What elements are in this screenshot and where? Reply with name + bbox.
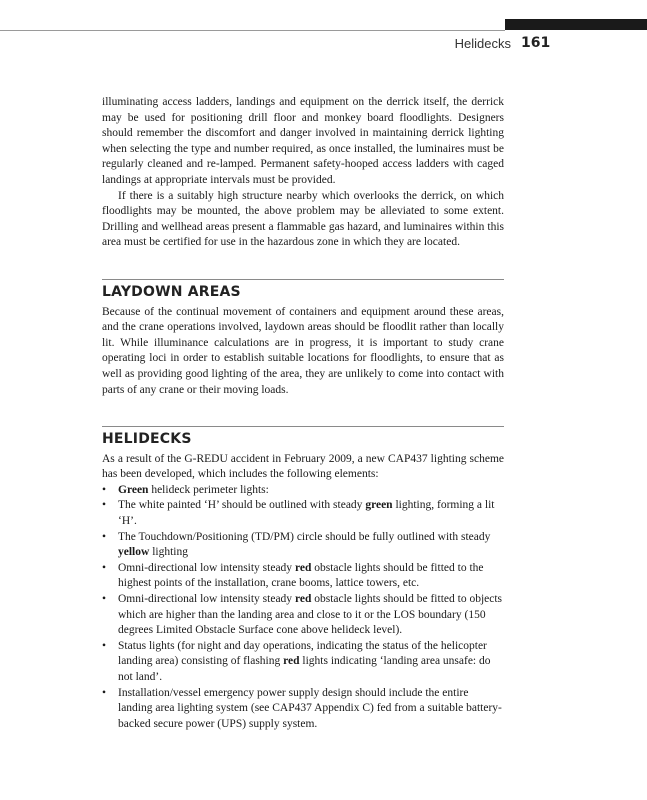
list-item: • Omni-directional low intensity steady red obstacle lights should be fitted to the highest points of the installation, crane booms, lattice towers, etc. xyxy=(102,561,504,592)
bold-term: yellow xyxy=(118,546,150,559)
page-body xyxy=(102,95,504,732)
bold-term: Green xyxy=(118,483,149,496)
bold-term: red xyxy=(283,655,300,668)
intro-paragraph-1: illuminating access ladders, landings and equipment on the derrick itself, the derrick may be used for positioning drill floor and monkey board floodlights. Designers should remember the discomfort and danger involved in maintaining derrick lighting when selecting the type and number required, as once installed, the luminaires must be regularly cleaned and re-lamped. Permanent safety-hooped access ladders with caged landings at appropriate intervals must be provided. xyxy=(102,96,504,186)
list-item: • Installation/vessel emergency power supply design should include the entire landing area lighting system (see CAP437 Appendix C) fed from a suitable battery-backed secure power (UPS) supply system. xyxy=(102,686,504,733)
bold-term: red xyxy=(294,561,312,574)
helideck-lighting-list xyxy=(102,483,504,733)
section-divider-helidecks xyxy=(102,426,504,427)
header-rule xyxy=(0,30,505,31)
laydown-paragraph: Because of the continual movement of containers and equipment around these areas, and the crane operations involved, laydown areas should be floodlit rather than locally lit. While illuminance calculations are in progress, it is important to study crane operating loci in order to establish suitable locations for floodlights, to ensure that as well as providing good lighting of the area, they are unlikely to come into contact with parts of any crane or their moving loads. xyxy=(102,305,504,396)
list-item: • The Touchdown/Positioning (TD/PM) circle should be fully outlined with steady yellow lighting xyxy=(102,530,504,561)
list-item: • Omni-directional low intensity steady red obstacle lights should be fitted to objects which are higher than the landing area and close to it or the LOS boundary (150 degrees Limited Obstacle Surface cone above helideck level). xyxy=(102,592,504,639)
running-title: Helidecks xyxy=(454,36,511,51)
heading-laydown-areas: LAYDOWN AREAS xyxy=(102,283,241,300)
list-item: • Green helideck perimeter lights: xyxy=(102,483,504,499)
section-divider-laydown xyxy=(102,279,504,280)
bold-term: green xyxy=(365,499,393,512)
bold-term: red xyxy=(294,593,312,606)
list-item: • Status lights (for night and day operations, indicating the status of the helicopter landing area) consisting of flashing red lights indicating ‘landing area unsafe: do not land’. xyxy=(102,639,504,686)
page-number: 161 xyxy=(521,35,551,51)
heading-helidecks: HELIDECKS xyxy=(102,431,192,448)
list-item: • The white painted ‘H’ should be outlined with steady green lighting, forming a lit ‘H’. xyxy=(102,498,504,529)
helidecks-intro: As a result of the G-REDU accident in February 2009, a new CAP437 lighting scheme has been developed, which includes the following elements: xyxy=(102,452,504,481)
intro-paragraph-2: If there is a suitably high structure nearby which overlooks the derrick, on which floodlights may be mounted, the above problem may be alleviated to some extent. Drilling and wellhead areas present a flammable gas hazard, and luminaires within this area must be certified for use in the hazardous zone in which they are located. xyxy=(102,189,504,249)
header-black-bar xyxy=(505,19,647,30)
